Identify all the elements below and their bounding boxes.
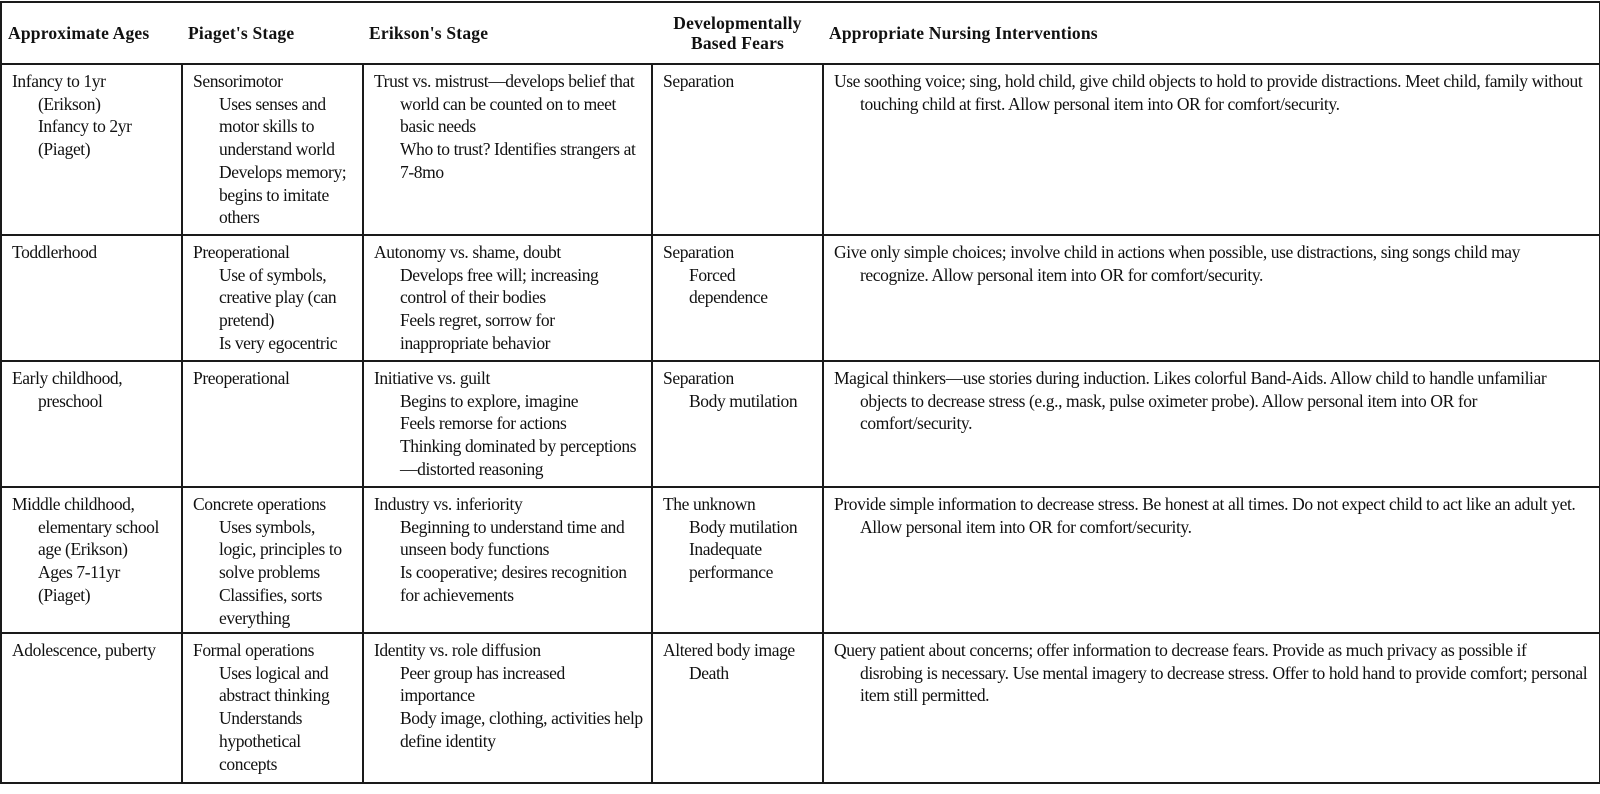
ages-main-text: Infancy to 1yr <box>12 71 106 91</box>
cell-fears <box>652 235 823 361</box>
ages-sub-text: Infancy to 2yr <box>38 116 132 137</box>
piaget-main-text: Sensorimotor <box>193 71 283 91</box>
interventions-text: Give only simple choices; involve child in actions when possible, use distractions, sing songs child may recognize. Allow personal item into OR for comfort/security. <box>834 242 1521 285</box>
table-body <box>1 64 1600 783</box>
ages-sub-text: Ages 7-11yr <box>38 562 120 583</box>
piaget-sub-text: Is very egocentric <box>219 332 338 353</box>
erikson-main-text: Industry vs. inferiority <box>374 494 523 514</box>
fears-sub-text: Body mutilation <box>689 390 798 411</box>
developmental-stages-table <box>0 1 1600 784</box>
erikson-sub-text: Is cooperative; desires recognition for achievements <box>400 562 627 605</box>
cell-fears <box>652 487 823 633</box>
header-developmental-fears <box>652 2 823 64</box>
cell-interventions <box>823 235 1600 361</box>
table-row <box>1 361 1600 487</box>
cell-erikson <box>363 361 652 487</box>
cell-interventions <box>823 361 1600 487</box>
table-row <box>1 64 1600 235</box>
erikson-main-text: Initiative vs. guilt <box>374 368 490 388</box>
fears-main-text: The unknown <box>663 494 756 514</box>
fears-sub-text: Death <box>689 662 729 683</box>
piaget-sub-text: Uses logical and abstract thinking <box>219 662 330 706</box>
erikson-sub-text: Thinking dominated by perceptions—distorted reasoning <box>400 436 637 479</box>
cell-erikson <box>363 64 652 235</box>
cell-interventions <box>823 64 1600 235</box>
header-nursing-interventions: Appropriate Nursing Interventions <box>823 2 1600 64</box>
cell-ages <box>1 361 182 487</box>
cell-fears <box>652 64 823 235</box>
fears-sub-text: Inadequate performance <box>689 539 774 583</box>
erikson-sub-text: Who to trust? Identifies strangers at 7-8mo <box>400 139 636 182</box>
ages-sub-text: (Erikson) <box>38 93 101 114</box>
header-erikson-stage: Erikson's Stage <box>363 2 652 64</box>
erikson-main-text: Identity vs. role diffusion <box>374 640 541 660</box>
erikson-main-text: Trust vs. mistrust—develops belief that world can be counted on to meet basic needs <box>374 71 635 137</box>
piaget-main-text: Concrete operations <box>193 494 326 514</box>
interventions-text: Provide simple information to decrease stress. Be honest at all times. Do not expect child to act like an adult yet. Allow personal item into OR for comfort/security. <box>834 494 1576 537</box>
piaget-main-text: Formal operations <box>193 640 315 660</box>
erikson-sub-text: Develops free will; increasing control of their bodies <box>400 264 599 308</box>
cell-ages <box>1 487 182 633</box>
cell-interventions <box>823 487 1600 633</box>
header-piaget-stage: Piaget's Stage <box>182 2 363 64</box>
cell-piaget <box>182 487 363 633</box>
fears-main-text: Separation <box>663 71 734 91</box>
cell-fears <box>652 361 823 487</box>
cell-piaget <box>182 235 363 361</box>
cell-piaget <box>182 633 363 783</box>
piaget-sub-text: Uses symbols, logic, principles to solve problems <box>219 516 342 583</box>
cell-erikson <box>363 633 652 783</box>
cell-erikson <box>363 487 652 633</box>
piaget-sub-text: Uses senses and motor skills to understand world <box>219 93 335 160</box>
cell-piaget <box>182 361 363 487</box>
erikson-main-text: Autonomy vs. shame, doubt <box>374 242 561 262</box>
ages-main-text: Early childhood, preschool <box>12 368 123 411</box>
interventions-text: Use soothing voice; sing, hold child, give child objects to hold to provide distractions. Meet child, family without touching child at first. Allow personal item into OR for comfort/security. <box>834 71 1583 114</box>
fears-sub-text: Body mutilation <box>689 516 798 537</box>
piaget-sub-text: Develops memory; begins to imitate others <box>219 161 347 228</box>
cell-interventions <box>823 633 1600 783</box>
interventions-text: Magical thinkers—use stories during induction. Likes colorful Band-Aids. Allow child to handle unfamiliar objects to decrease stress (e.g., mask, pulse oximeter probe). Allow personal item into OR for comfort/security. <box>834 368 1547 434</box>
header-fears-line1: Developmentally <box>673 13 802 33</box>
piaget-sub-text: Classifies, sorts everything <box>219 584 323 628</box>
cell-ages <box>1 235 182 361</box>
piaget-main-text: Preoperational <box>193 242 290 262</box>
header-approximate-ages: Approximate Ages <box>1 2 182 64</box>
cell-ages <box>1 633 182 783</box>
piaget-main-text: Preoperational <box>193 368 290 388</box>
interventions-text: Query patient about concerns; offer information to decrease fears. Provide as much privacy as possible if disrobing is necessary. Use mental imagery to decrease stress. Offer to hold hand to provide comfort; personal item still permitted. <box>834 640 1588 706</box>
erikson-sub-text: Beginning to understand time and unseen body functions <box>400 516 625 560</box>
cell-fears <box>652 633 823 783</box>
ages-sub-text: (Piaget) <box>38 584 91 605</box>
fears-main-text: Altered body image <box>663 640 795 660</box>
ages-main-text: Toddlerhood <box>12 242 97 262</box>
erikson-sub-text: Body image, clothing, activities help define identity <box>400 708 643 751</box>
header-fears-line2: Based Fears <box>690 33 785 53</box>
fears-main-text: Separation <box>663 368 734 388</box>
piaget-sub-text: Use of symbols, creative play (can pretend) <box>219 264 337 331</box>
cell-ages <box>1 64 182 235</box>
ages-main-text: Adolescence, puberty <box>12 640 156 660</box>
cell-erikson <box>363 235 652 361</box>
header-row <box>1 2 1600 64</box>
ages-main-text: Middle childhood, elementary school age (Erikson) <box>12 494 159 560</box>
table-row <box>1 633 1600 783</box>
erikson-sub-text: Begins to explore, imagine <box>400 390 579 411</box>
table-row <box>1 487 1600 633</box>
erikson-sub-text: Feels remorse for actions <box>400 413 567 434</box>
ages-sub-text: (Piaget) <box>38 139 91 160</box>
erikson-sub-text: Peer group has increased importance <box>400 662 565 706</box>
fears-main-text: Separation <box>663 242 734 262</box>
erikson-sub-text: Feels regret, sorrow for inappropriate behavior <box>400 310 555 353</box>
piaget-sub-text: Understands hypothetical concepts <box>219 708 303 774</box>
cell-piaget <box>182 64 363 235</box>
fears-sub-text: Forced dependence <box>689 264 768 308</box>
table-row <box>1 235 1600 361</box>
